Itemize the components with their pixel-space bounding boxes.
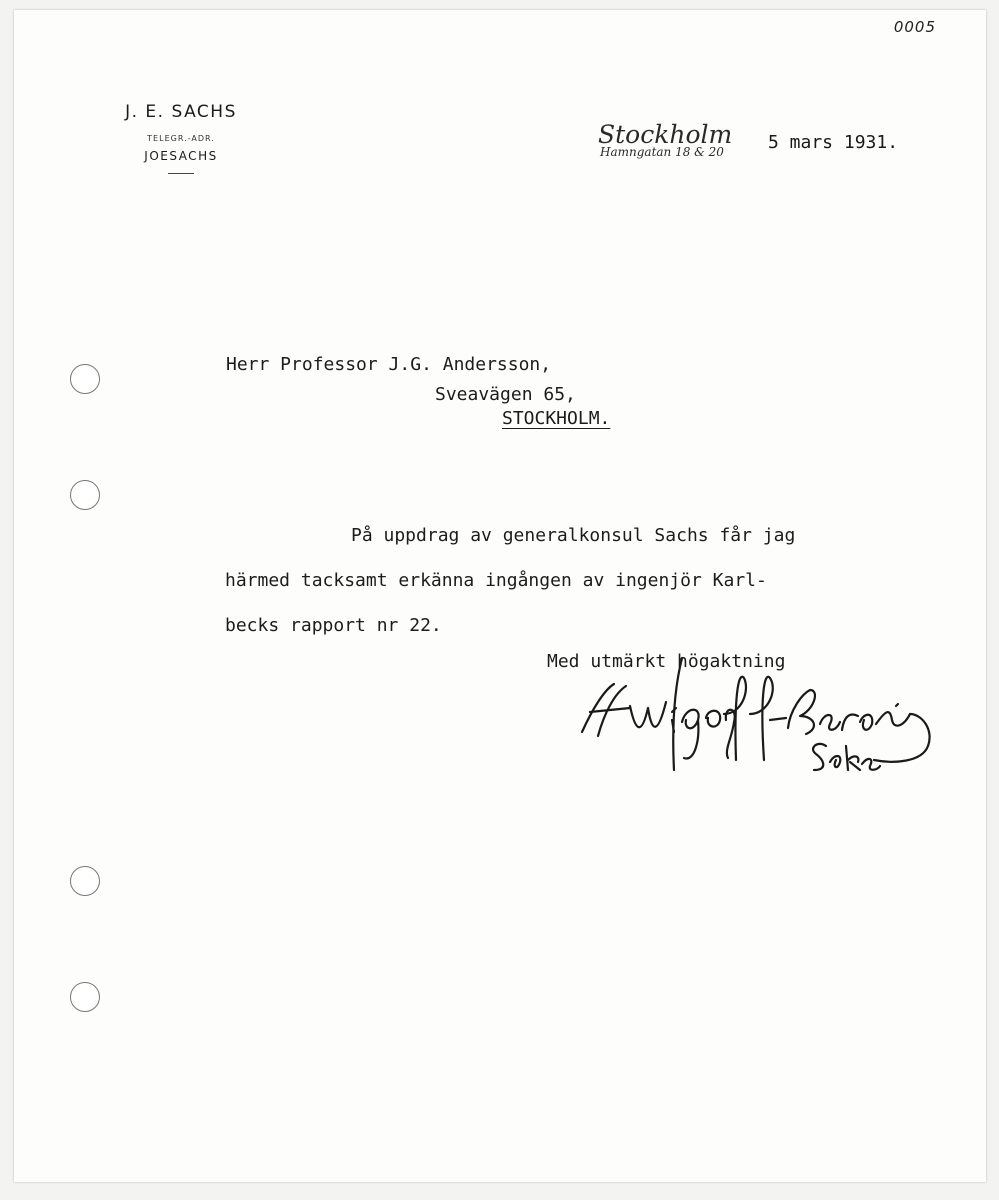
letter-date: 5 mars 1931. xyxy=(768,132,899,153)
punch-hole xyxy=(70,982,100,1012)
address-line-3: STOCKHOLM. xyxy=(502,408,611,429)
company-name: J. E. SACHS xyxy=(125,102,237,122)
letterhead-rule xyxy=(168,173,194,174)
body-line-2: härmed tacksamt erkänna ingången av ingenjör Karl- xyxy=(225,570,767,591)
punch-hole xyxy=(70,480,100,510)
telegraph-label: TELEGR.-ADR. xyxy=(147,134,215,143)
punch-hole xyxy=(70,364,100,394)
body-line-3: becks rapport nr 22. xyxy=(225,615,442,636)
telegraph-address: JOESACHS xyxy=(144,149,218,163)
address-line-2: Sveavägen 65, xyxy=(435,384,576,405)
letterhead xyxy=(86,102,276,174)
closing-line: Med utmärkt högaktning xyxy=(547,651,786,672)
punch-hole xyxy=(70,866,100,896)
letter-sheet xyxy=(14,10,986,1182)
place-block xyxy=(598,120,732,159)
address-line-1: Herr Professor J.G. Andersson, xyxy=(226,354,552,375)
handwritten-signature xyxy=(574,650,954,780)
body-line-1: På uppdrag av generalkonsul Sachs får jag xyxy=(351,525,796,546)
place-name: Stockholm xyxy=(598,120,733,149)
archive-page-number: 0005 xyxy=(893,18,936,36)
street-address: Hamngatan 18 & 20 xyxy=(600,145,724,159)
